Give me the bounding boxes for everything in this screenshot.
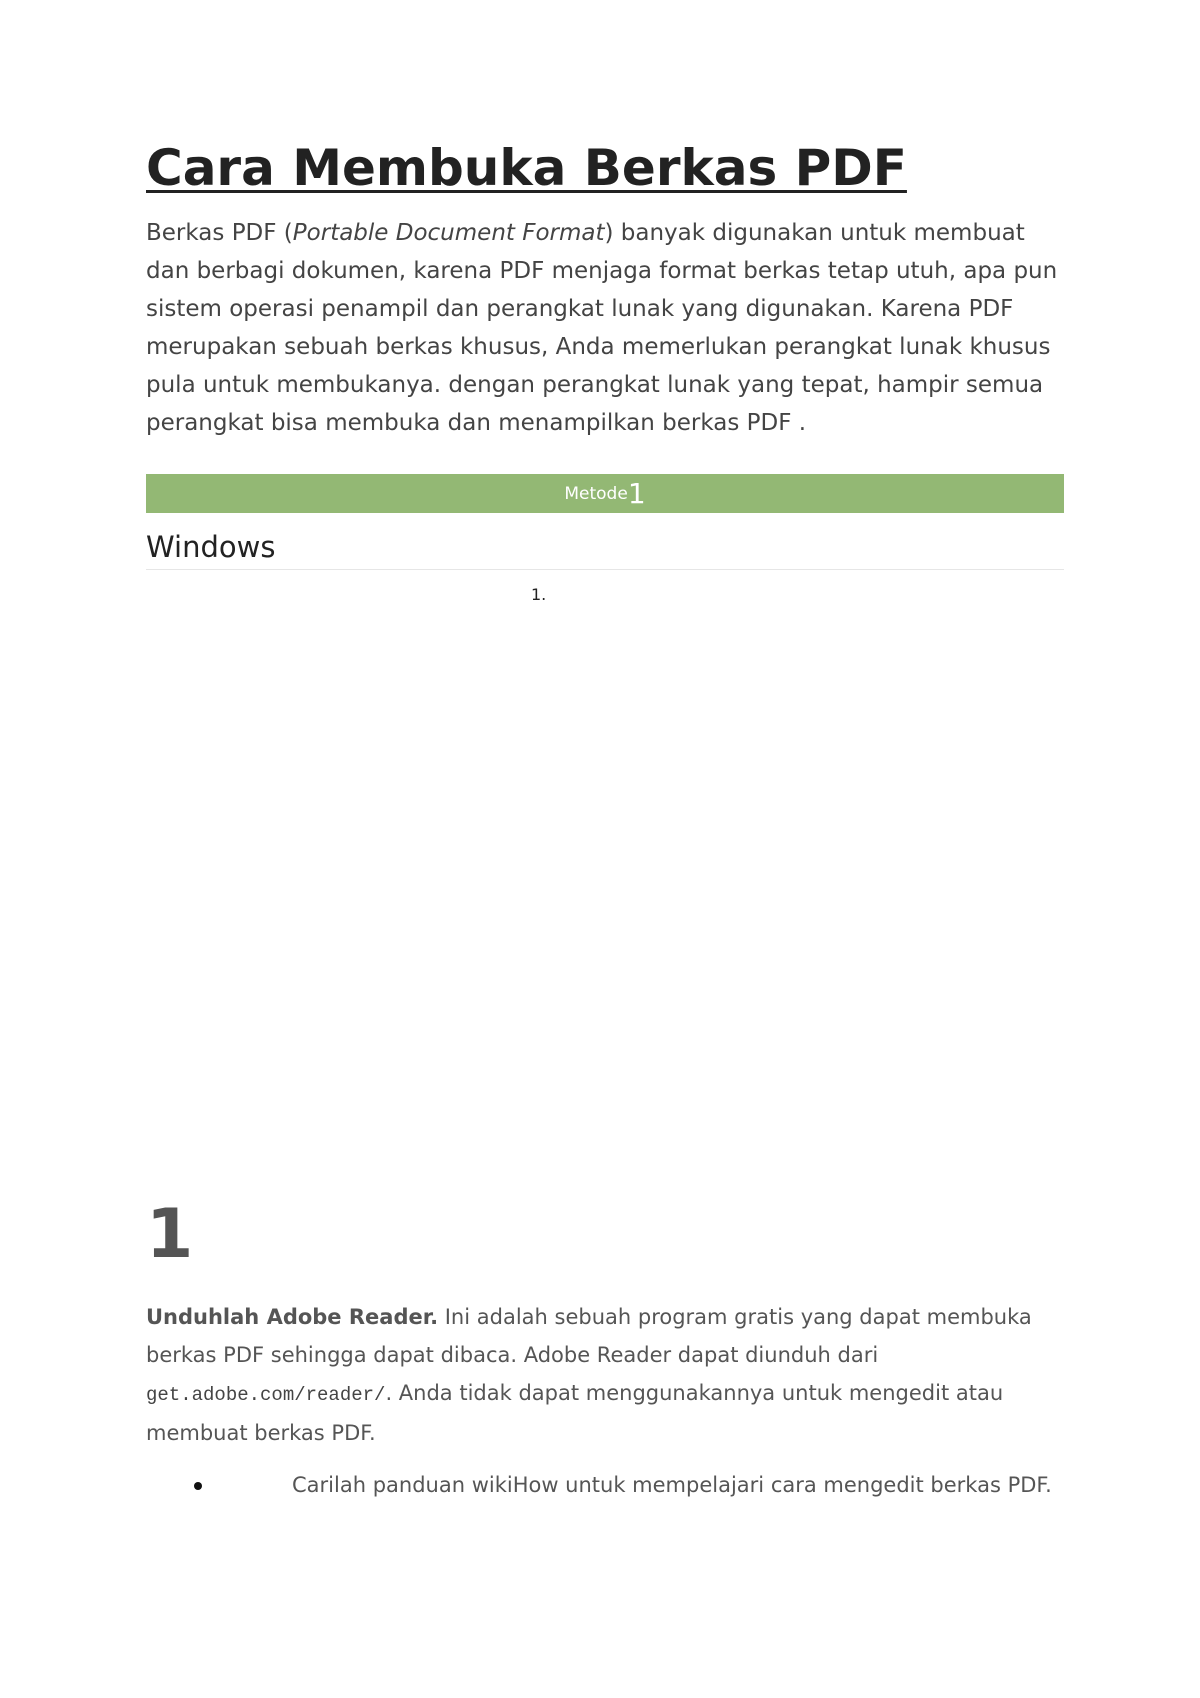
list-item	[146, 1466, 1064, 1504]
step-number: 1	[146, 1195, 194, 1274]
intro-text-rest: ) banyak digunakan untuk membuat dan berbagi dokumen, karena PDF menjaga format berkas tetap utuh, apa pun sistem operasi penampil dan perangkat lunak yang digunakan. Karena PDF merupakan sebuah berkas khusus, Anda memerlukan perangkat lunak khusus pula untuk membukanya. dengan perangkat lunak yang tepat, hampir semua perangkat bisa membuka dan menampilkan berkas PDF .	[146, 220, 1058, 436]
step-text-before-link: Ini adalah sebuah program gratis yang dapat membuka berkas PDF sehingga dapat dibaca. Adobe Reader dapat diunduh dari	[146, 1305, 1032, 1367]
step-bold-heading: Unduhlah Adobe Reader.	[146, 1305, 439, 1329]
intro-italic-term: Portable Document Format	[292, 220, 605, 246]
intro-text-start: Berkas PDF (	[146, 220, 293, 246]
step-description	[146, 1298, 1064, 1452]
step-text-after-link: . Anda tidak dapat menggunakannya untuk mengedit atau membuat berkas PDF.	[146, 1381, 1004, 1445]
download-url-text: get.adobe.com/reader/	[146, 1384, 386, 1406]
document-page	[146, 0, 1064, 1698]
method-label: Metode	[564, 483, 628, 504]
bullet-text: Carilah panduan wikiHow untuk mempelajari cara mengedit berkas PDF.	[292, 1473, 1052, 1497]
section-title-windows: Windows	[146, 527, 1064, 570]
method-header-bar	[146, 474, 1064, 513]
method-number: 1	[627, 476, 646, 510]
step-tips-list	[146, 1466, 1064, 1504]
article-intro	[146, 214, 1064, 442]
step-list-marker: 1.	[531, 585, 547, 604]
article-title: Cara Membuka Berkas PDF	[146, 139, 907, 197]
bullet-icon	[194, 1482, 202, 1490]
